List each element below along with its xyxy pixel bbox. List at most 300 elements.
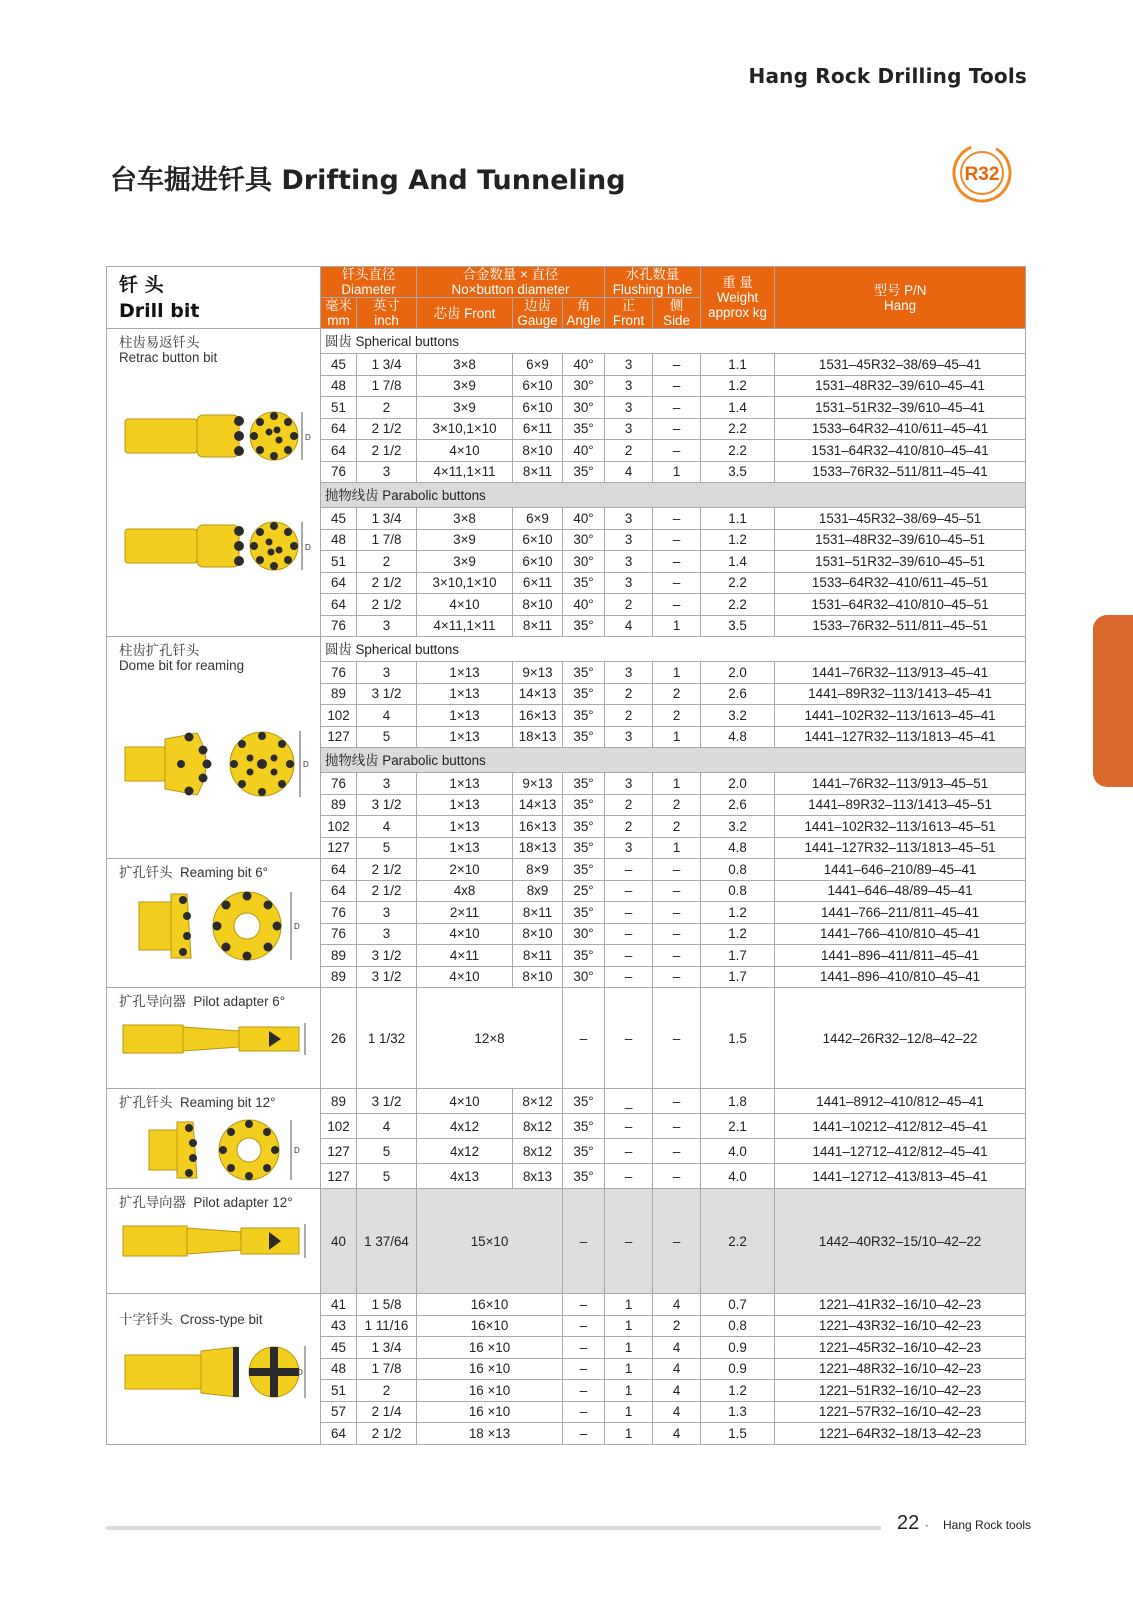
cell-front: 4x8	[417, 880, 513, 902]
cell-weight: 1.2	[701, 375, 775, 397]
cell-angle: –	[563, 988, 605, 1089]
cell-flush-front: 1	[605, 1315, 653, 1337]
cell-gauge: 8×10	[513, 594, 563, 616]
cell-part-number: 1441–89R32–113/1413–45–51	[775, 794, 1026, 816]
cell-weight: 1.4	[701, 397, 775, 419]
dome-bit-image	[119, 725, 309, 803]
cell-flush-front: 3	[605, 662, 653, 684]
cell-inch: 5	[357, 837, 417, 859]
cell-angle: 35°	[563, 1114, 605, 1139]
cell-mm: 64	[321, 880, 357, 902]
cell-mm: 102	[321, 1114, 357, 1139]
pilot-adapter-6-image	[119, 1015, 309, 1061]
section-tab[interactable]	[1093, 615, 1133, 787]
cell-flush-side: 2	[653, 683, 701, 705]
cell-flush-side: –	[653, 375, 701, 397]
cell-flush-side: 1	[653, 662, 701, 684]
table-row	[107, 1189, 1026, 1294]
cell-flush-side: 1	[653, 461, 701, 483]
cell-inch: 3 1/2	[357, 794, 417, 816]
cell-mm: 64	[321, 418, 357, 440]
cell-gauge: 8x9	[513, 880, 563, 902]
cell-flush-front: 1	[605, 1294, 653, 1316]
cell-flush-front: 2	[605, 683, 653, 705]
subheader-parabolic: 抛物线齿 Parabolic buttons	[321, 483, 1026, 508]
cell-part-number: 1441–76R32–113/913–45–51	[775, 773, 1026, 795]
cell-flush-front: –	[605, 945, 653, 967]
cell-mm: 57	[321, 1401, 357, 1423]
cell-flush-side: –	[653, 988, 701, 1089]
cell-inch: 5	[357, 1164, 417, 1189]
cell-flush-side: –	[653, 1089, 701, 1114]
page-title: 台车掘进钎具 Drifting And Tunneling	[110, 165, 626, 196]
cell-inch: 3	[357, 615, 417, 637]
cell-part-number: 1441–12712–412/812–45–41	[775, 1139, 1026, 1164]
cell-part-number: 1531–64R32–410/810–45–41	[775, 440, 1026, 462]
badge-label: R32	[964, 164, 1000, 185]
cell-inch: 1 11/16	[357, 1315, 417, 1337]
cell-mm: 127	[321, 726, 357, 748]
cell-angle: 40°	[563, 508, 605, 530]
cell-weight: 3.5	[701, 615, 775, 637]
cell-mm: 51	[321, 551, 357, 573]
cell-flush-front: –	[605, 902, 653, 924]
footer-label: Hang Rock tools	[943, 1518, 1032, 1532]
cell-mm: 102	[321, 705, 357, 727]
cell-inch: 4	[357, 816, 417, 838]
cell-flush-front: –	[605, 1139, 653, 1164]
col-front: 芯齿 Front	[417, 298, 513, 329]
cell-angle: 35°	[563, 1139, 605, 1164]
cell-part-number: 1441–766–211/811–45–41	[775, 902, 1026, 924]
cell-flush-side: –	[653, 1164, 701, 1189]
cell-angle: 35°	[563, 1164, 605, 1189]
cell-part-number: 1533–76R32–511/811–45–51	[775, 615, 1026, 637]
cell-inch: 5	[357, 1139, 417, 1164]
cell-flush-front: 1	[605, 1423, 653, 1445]
group-cross	[107, 1294, 1026, 1445]
cell-gauge: 8×10	[513, 923, 563, 945]
cell-gauge: 14×13	[513, 683, 563, 705]
group-pilot12	[107, 1189, 1026, 1294]
cell-mm: 76	[321, 461, 357, 483]
cell-gauge: 8×11	[513, 615, 563, 637]
group-ream6	[107, 859, 1026, 988]
cell-mm: 26	[321, 988, 357, 1089]
cell-weight: 2.2	[701, 572, 775, 594]
cell-inch: 3 1/2	[357, 966, 417, 988]
cell-mm: 76	[321, 902, 357, 924]
cell-flush-side: 1	[653, 726, 701, 748]
subheader-spherical: 圆齿 Spherical buttons	[321, 329, 1026, 354]
footer-divider	[106, 1526, 881, 1530]
cell-flush-side: 1	[653, 615, 701, 637]
cell-gauge: 6×10	[513, 397, 563, 419]
cell-gauge: 6×10	[513, 551, 563, 573]
cell-weight: 4.8	[701, 837, 775, 859]
col-mm: 毫米 mm	[321, 298, 357, 329]
cell-flush-side: 2	[653, 1315, 701, 1337]
cell-weight: 2.2	[701, 1189, 775, 1294]
cell-weight: 1.1	[701, 354, 775, 376]
cell-flush-front: 3	[605, 418, 653, 440]
cell-front: 1×13	[417, 816, 513, 838]
brand-name: Hang Rock Drilling Tools	[748, 64, 1027, 88]
cell-angle: –	[563, 1315, 605, 1337]
cell-inch: 4	[357, 1114, 417, 1139]
cell-flush-side: 4	[653, 1358, 701, 1380]
cell-inch: 3	[357, 461, 417, 483]
cell-flush-side: –	[653, 902, 701, 924]
cell-flush-side: 1	[653, 773, 701, 795]
cell-flush-side: –	[653, 572, 701, 594]
cell-weight: 1.2	[701, 1380, 775, 1402]
col-weight: 重 量 Weight approx kg	[701, 267, 775, 329]
cell-flush-front: 3	[605, 837, 653, 859]
cell-angle: –	[563, 1294, 605, 1316]
cell-gauge: 16×13	[513, 816, 563, 838]
r32-badge	[951, 142, 1013, 204]
cell-flush-side: –	[653, 594, 701, 616]
cell-weight: 0.8	[701, 1315, 775, 1337]
cell-flush-side: –	[653, 880, 701, 902]
cross-bit-image	[119, 1341, 309, 1403]
retrac-parabolic-image	[119, 515, 309, 575]
cell-flush-side: –	[653, 1114, 701, 1139]
cell-front: 1×13	[417, 705, 513, 727]
cell-angle: 35°	[563, 902, 605, 924]
cell-weight: 2.2	[701, 594, 775, 616]
cell-flush-side: –	[653, 859, 701, 881]
cell-part-number: 1441–102R32–113/1613–45–51	[775, 816, 1026, 838]
cell-part-number: 1531–45R32–38/69–45–51	[775, 508, 1026, 530]
cell-weight: 2.1	[701, 1114, 775, 1139]
cell-mm: 51	[321, 1380, 357, 1402]
cell-buttons: 16×10	[417, 1294, 563, 1316]
subheader-spherical: 圆齿 Spherical buttons	[321, 637, 1026, 662]
cell-part-number: 1221–45R32–16/10–42–23	[775, 1337, 1026, 1359]
cell-angle: 35°	[563, 572, 605, 594]
cell-front: 4×11,1×11	[417, 615, 513, 637]
cell-mm: 45	[321, 508, 357, 530]
cell-flush-front: 3	[605, 508, 653, 530]
cell-inch: 1 37/64	[357, 1189, 417, 1294]
cell-part-number: 1441–127R32–113/1813–45–51	[775, 837, 1026, 859]
group-label-pilot6: 扩孔导向器 Pilot adapter 6°	[107, 988, 321, 1089]
cell-flush-front: 1	[605, 1358, 653, 1380]
cell-weight: 1.2	[701, 529, 775, 551]
cell-front: 4×10	[417, 1089, 513, 1114]
cell-front: 4×11,1×11	[417, 461, 513, 483]
cell-weight: 3.2	[701, 816, 775, 838]
cell-gauge: 8×10	[513, 440, 563, 462]
cell-angle: 35°	[563, 837, 605, 859]
cell-gauge: 18×13	[513, 726, 563, 748]
cell-inch: 1 3/4	[357, 508, 417, 530]
cell-front: 4×10	[417, 594, 513, 616]
cell-mm: 48	[321, 529, 357, 551]
cell-front: 1×13	[417, 794, 513, 816]
cell-front: 3×10,1×10	[417, 418, 513, 440]
cell-angle: 40°	[563, 440, 605, 462]
table-header	[107, 267, 1026, 329]
cell-angle: –	[563, 1189, 605, 1294]
cell-part-number: 1533–64R32–410/611–45–41	[775, 418, 1026, 440]
cell-mm: 102	[321, 816, 357, 838]
cell-angle: 35°	[563, 418, 605, 440]
cell-weight: 3.5	[701, 461, 775, 483]
cell-flush-front: –	[605, 988, 653, 1089]
pilot-adapter-12-image	[119, 1216, 309, 1264]
group-label-ream6: 扩孔钎头 Reaming bit 6° D	[107, 859, 321, 988]
group-label-cross: 十字钎头 Cross-type bit D	[107, 1294, 321, 1445]
cell-flush-side: 4	[653, 1401, 701, 1423]
cell-inch: 1 3/4	[357, 1337, 417, 1359]
cell-angle: 35°	[563, 705, 605, 727]
cell-inch: 3 1/2	[357, 1089, 417, 1114]
cell-weight: 2.2	[701, 440, 775, 462]
cell-mm: 64	[321, 859, 357, 881]
cell-angle: –	[563, 1337, 605, 1359]
cell-mm: 45	[321, 1337, 357, 1359]
cell-mm: 43	[321, 1315, 357, 1337]
cell-gauge: 8×11	[513, 461, 563, 483]
cell-mm: 41	[321, 1294, 357, 1316]
cell-inch: 1 3/4	[357, 354, 417, 376]
cell-gauge: 6×9	[513, 508, 563, 530]
cell-front: 3×9	[417, 397, 513, 419]
cell-front: 1×13	[417, 683, 513, 705]
cell-front: 4x12	[417, 1139, 513, 1164]
cell-weight: 4.0	[701, 1164, 775, 1189]
cell-angle: 30°	[563, 551, 605, 573]
cell-gauge: 8×12	[513, 1089, 563, 1114]
cell-front: 4×11	[417, 945, 513, 967]
cell-part-number: 1531–51R32–39/610–45–51	[775, 551, 1026, 573]
cell-part-number: 1221–64R32–18/13–42–23	[775, 1423, 1026, 1445]
col-flush-front: 正 Front	[605, 298, 653, 329]
cell-front: 3×10,1×10	[417, 572, 513, 594]
cell-part-number: 1441–10212–412/812–45–41	[775, 1114, 1026, 1139]
cell-gauge: 6×10	[513, 375, 563, 397]
cell-inch: 3 1/2	[357, 945, 417, 967]
cell-flush-side: –	[653, 1189, 701, 1294]
cell-part-number: 1531–45R32–38/69–45–41	[775, 354, 1026, 376]
cell-weight: 1.3	[701, 1401, 775, 1423]
cell-part-number: 1533–64R32–410/611–45–51	[775, 572, 1026, 594]
cell-flush-front: –	[605, 966, 653, 988]
cell-weight: 1.5	[701, 1423, 775, 1445]
cell-flush-side: 4	[653, 1380, 701, 1402]
cell-inch: 2	[357, 551, 417, 573]
cell-inch: 2 1/2	[357, 880, 417, 902]
cell-flush-front: 3	[605, 726, 653, 748]
cell-flush-front: 3	[605, 375, 653, 397]
col-part-number: 型号 P/N Hang	[775, 267, 1026, 329]
cell-front: 1×13	[417, 773, 513, 795]
cell-weight: 1.8	[701, 1089, 775, 1114]
cell-flush-side: 2	[653, 816, 701, 838]
svg-text:D: D	[303, 760, 309, 769]
cell-inch: 2	[357, 1380, 417, 1402]
cell-flush-front: 2	[605, 705, 653, 727]
cell-mm: 76	[321, 615, 357, 637]
cell-front: 2×10	[417, 859, 513, 881]
cell-inch: 3	[357, 923, 417, 945]
cell-inch: 3	[357, 902, 417, 924]
cell-angle: 30°	[563, 397, 605, 419]
cell-front: 1×13	[417, 837, 513, 859]
cell-mm: 76	[321, 773, 357, 795]
cell-front: 3×8	[417, 354, 513, 376]
cell-angle: 35°	[563, 461, 605, 483]
cell-part-number: 1441–76R32–113/913–45–41	[775, 662, 1026, 684]
table-header-label	[107, 267, 321, 329]
svg-text:D: D	[305, 543, 311, 552]
cell-angle: –	[563, 1358, 605, 1380]
cell-inch: 2 1/2	[357, 440, 417, 462]
cell-mm: 45	[321, 354, 357, 376]
cell-gauge: 6×11	[513, 572, 563, 594]
cell-angle: 35°	[563, 662, 605, 684]
group-label-dome: 柱齿扩孔钎头 Dome bit for reaming D	[107, 637, 321, 859]
cell-inch: 2 1/2	[357, 572, 417, 594]
cell-front: 4x13	[417, 1164, 513, 1189]
cell-flush-front: –	[605, 859, 653, 881]
cell-front: 3×9	[417, 551, 513, 573]
retrac-bit-image	[119, 405, 309, 465]
cell-flush-side: –	[653, 966, 701, 988]
cell-flush-front: 3	[605, 354, 653, 376]
group-label-ream12: 扩孔钎头 Reaming bit 12° D	[107, 1089, 321, 1189]
cell-flush-side: 2	[653, 705, 701, 727]
reaming-bit-6-image	[119, 886, 309, 966]
cell-weight: 2.0	[701, 773, 775, 795]
cell-flush-front: _	[605, 1089, 653, 1114]
cell-part-number: 1441–89R32–113/1413–45–41	[775, 683, 1026, 705]
cell-weight: 0.8	[701, 880, 775, 902]
cell-flush-side: 1	[653, 837, 701, 859]
table-row	[107, 988, 1026, 1089]
cell-front: 3×9	[417, 375, 513, 397]
col-flushing: 水孔数量 Flushing hole	[605, 267, 701, 298]
cell-mm: 64	[321, 572, 357, 594]
group-ream12	[107, 1089, 1026, 1189]
cell-mm: 76	[321, 662, 357, 684]
cell-angle: 35°	[563, 615, 605, 637]
col-gauge: 边齿 Gauge	[513, 298, 563, 329]
cell-front: 4×10	[417, 923, 513, 945]
cell-part-number: 1441–102R32–113/1613–45–41	[775, 705, 1026, 727]
cell-part-number: 1441–12712–413/813–45–41	[775, 1164, 1026, 1189]
cell-weight: 1.5	[701, 988, 775, 1089]
cell-weight: 2.0	[701, 662, 775, 684]
cell-flush-side: –	[653, 397, 701, 419]
cell-gauge: 9×13	[513, 662, 563, 684]
page-number: 22 ·	[897, 1512, 929, 1534]
cell-front: 4×10	[417, 966, 513, 988]
cell-flush-front: –	[605, 1189, 653, 1294]
cell-flush-side: –	[653, 529, 701, 551]
cell-mm: 89	[321, 683, 357, 705]
cell-gauge: 8×11	[513, 945, 563, 967]
col-diameter: 钎头直径 Diameter	[321, 267, 417, 298]
cell-flush-side: 4	[653, 1294, 701, 1316]
svg-text:D: D	[294, 1146, 300, 1155]
cell-weight: 1.1	[701, 508, 775, 530]
cell-flush-front: 4	[605, 615, 653, 637]
group-pilot6	[107, 988, 1026, 1089]
cell-weight: 4.0	[701, 1139, 775, 1164]
cell-buttons: 16×10	[417, 1315, 563, 1337]
reaming-bit-12-image	[119, 1116, 309, 1184]
cell-part-number: 1442–26R32–12/8–42–22	[775, 988, 1026, 1089]
cell-mm: 127	[321, 837, 357, 859]
cell-flush-front: 1	[605, 1401, 653, 1423]
cell-gauge: 6×9	[513, 354, 563, 376]
cell-flush-front: –	[605, 1114, 653, 1139]
cell-mm: 89	[321, 966, 357, 988]
cell-angle: –	[563, 1423, 605, 1445]
group-label-pilot12: 扩孔导向器 Pilot adapter 12°	[107, 1189, 321, 1294]
cell-flush-side: –	[653, 551, 701, 573]
cell-inch: 2 1/2	[357, 594, 417, 616]
cell-gauge: 8x13	[513, 1164, 563, 1189]
cell-angle: 30°	[563, 529, 605, 551]
cell-gauge: 8x12	[513, 1139, 563, 1164]
cell-inch: 1 7/8	[357, 375, 417, 397]
cell-flush-front: 3	[605, 397, 653, 419]
cell-part-number: 1531–51R32–39/610–45–41	[775, 397, 1026, 419]
cell-gauge: 16×13	[513, 705, 563, 727]
cell-inch: 1 7/8	[357, 529, 417, 551]
col-angle: 角 Angle	[563, 298, 605, 329]
cell-mm: 89	[321, 794, 357, 816]
cell-angle: 35°	[563, 816, 605, 838]
col-flush-side: 侧 Side	[653, 298, 701, 329]
cell-angle: 30°	[563, 966, 605, 988]
cell-angle: 40°	[563, 594, 605, 616]
group-retrac	[107, 329, 1026, 637]
cell-angle: 35°	[563, 773, 605, 795]
cell-part-number: 1442–40R32–15/10–42–22	[775, 1189, 1026, 1294]
cell-weight: 2.2	[701, 418, 775, 440]
cell-front: 3×9	[417, 529, 513, 551]
cell-angle: 30°	[563, 375, 605, 397]
cell-weight: 0.9	[701, 1337, 775, 1359]
cell-flush-side: –	[653, 440, 701, 462]
cell-part-number: 1441–646–210/89–45–41	[775, 859, 1026, 881]
cell-inch: 1 5/8	[357, 1294, 417, 1316]
cell-weight: 1.4	[701, 551, 775, 573]
cell-buttons: 16 ×10	[417, 1337, 563, 1359]
cell-inch: 4	[357, 705, 417, 727]
cell-angle: 35°	[563, 945, 605, 967]
svg-text:D: D	[294, 922, 300, 931]
col-buttons: 合金数量 × 直径 No×button diameter	[417, 267, 605, 298]
cell-mm: 48	[321, 1358, 357, 1380]
cell-mm: 76	[321, 923, 357, 945]
cell-flush-front: 3	[605, 529, 653, 551]
cell-gauge: 8×11	[513, 902, 563, 924]
cell-mm: 64	[321, 1423, 357, 1445]
cell-part-number: 1441–8912–410/812–45–41	[775, 1089, 1026, 1114]
cell-flush-front: 3	[605, 773, 653, 795]
cell-flush-front: 2	[605, 794, 653, 816]
cell-mm: 64	[321, 594, 357, 616]
cell-mm: 127	[321, 1139, 357, 1164]
cell-weight: 0.9	[701, 1358, 775, 1380]
